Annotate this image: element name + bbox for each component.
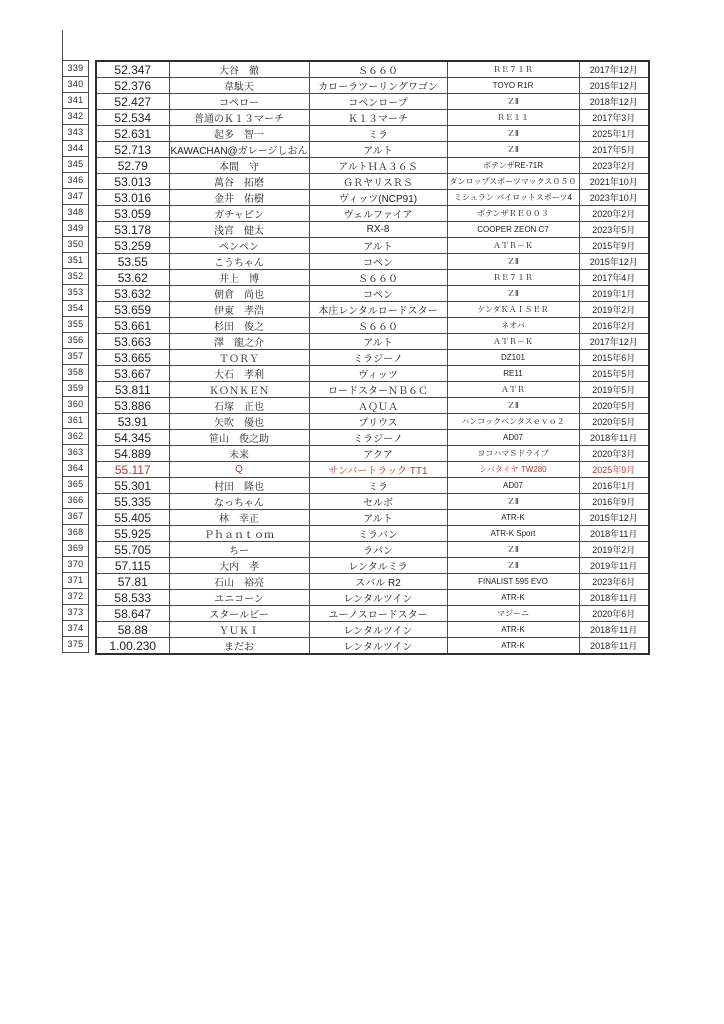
rank-cell: 340 bbox=[62, 77, 89, 93]
table-row bbox=[96, 494, 649, 510]
rank-cell: 367 bbox=[62, 509, 89, 525]
time-cell: 55.335 bbox=[96, 494, 169, 510]
time-cell: 54.345 bbox=[96, 430, 169, 446]
time-cell: 58.533 bbox=[96, 590, 169, 606]
driver-cell: 普通のＫ１３マーチ bbox=[169, 110, 309, 126]
tire-cell: RE11 bbox=[447, 366, 579, 382]
tire-cell: ATR-K bbox=[447, 590, 579, 606]
time-cell: 53.016 bbox=[96, 190, 169, 206]
date-cell: 2017年4月 bbox=[579, 270, 649, 286]
time-cell: 52.376 bbox=[96, 78, 169, 94]
time-cell: 55.925 bbox=[96, 526, 169, 542]
table-row bbox=[96, 142, 649, 158]
date-cell: 2018年11月 bbox=[579, 638, 649, 655]
time-cell: 57.81 bbox=[96, 574, 169, 590]
date-cell: 2015年5月 bbox=[579, 366, 649, 382]
date-cell: 2017年12月 bbox=[579, 334, 649, 350]
driver-cell: 朝倉 尚也 bbox=[169, 286, 309, 302]
table-row bbox=[96, 318, 649, 334]
time-cell: 52.347 bbox=[96, 61, 169, 78]
tire-cell: ＲＥ７１Ｒ bbox=[447, 270, 579, 286]
car-cell: プリウス bbox=[309, 414, 447, 430]
date-cell: 2023年2月 bbox=[579, 158, 649, 174]
driver-cell: スタールビー bbox=[169, 606, 309, 622]
time-cell: 57.115 bbox=[96, 558, 169, 574]
table-row bbox=[96, 350, 649, 366]
driver-cell: まだお bbox=[169, 638, 309, 655]
driver-cell: 起多 智一 bbox=[169, 126, 309, 142]
driver-cell: ペンペン bbox=[169, 238, 309, 254]
rank-column-border-stub bbox=[62, 30, 63, 61]
car-cell: ミラジーノ bbox=[309, 430, 447, 446]
time-cell: 53.667 bbox=[96, 366, 169, 382]
tire-cell: ATR-K bbox=[447, 638, 579, 655]
date-cell: 2018年11月 bbox=[579, 622, 649, 638]
rank-cell: 342 bbox=[62, 109, 89, 125]
driver-cell: ユニコーン bbox=[169, 590, 309, 606]
car-cell: Ｓ６６０ bbox=[309, 270, 447, 286]
driver-cell: 杉田 俊之 bbox=[169, 318, 309, 334]
car-cell: レンタルツイン bbox=[309, 638, 447, 655]
driver-cell: 井上 博 bbox=[169, 270, 309, 286]
date-cell: 2015年12月 bbox=[579, 78, 649, 94]
table-row bbox=[96, 542, 649, 558]
car-cell: ＧＲヤリスＲＳ bbox=[309, 174, 447, 190]
date-cell: 2016年1月 bbox=[579, 478, 649, 494]
rank-cell: 349 bbox=[62, 221, 89, 237]
rank-cell: 365 bbox=[62, 477, 89, 493]
rank-cell: 361 bbox=[62, 413, 89, 429]
driver-cell: 未来 bbox=[169, 446, 309, 462]
driver-cell: ＹＵＫＩ bbox=[169, 622, 309, 638]
car-cell: Ｋ１３マーチ bbox=[309, 110, 447, 126]
driver-cell: 澤 龍之介 bbox=[169, 334, 309, 350]
date-cell: 2020年3月 bbox=[579, 446, 649, 462]
rank-cell: 364 bbox=[62, 461, 89, 477]
date-cell: 2017年12月 bbox=[579, 61, 649, 78]
date-cell: 2023年10月 bbox=[579, 190, 649, 206]
table-row bbox=[96, 61, 649, 78]
table-row bbox=[96, 334, 649, 350]
tire-cell: ポテンザRE-71R bbox=[447, 158, 579, 174]
car-cell: アルト bbox=[309, 510, 447, 526]
tire-cell: マジーニ bbox=[447, 606, 579, 622]
tire-cell: ＺⅡ bbox=[447, 254, 579, 270]
date-cell: 2017年3月 bbox=[579, 110, 649, 126]
date-cell: 2020年6月 bbox=[579, 606, 649, 622]
table-row bbox=[96, 606, 649, 622]
driver-cell: 金井 佑樹 bbox=[169, 190, 309, 206]
tire-cell: ダンロップスポーツマックス０５０ bbox=[447, 174, 579, 190]
date-cell: 2020年5月 bbox=[579, 398, 649, 414]
table-row bbox=[96, 430, 649, 446]
tire-cell: ＺⅡ bbox=[447, 94, 579, 110]
date-cell: 2025年9月 bbox=[579, 462, 649, 478]
rank-cell: 357 bbox=[62, 349, 89, 365]
date-cell: 2018年11月 bbox=[579, 590, 649, 606]
car-cell: ロードスターＮＢ６Ｃ bbox=[309, 382, 447, 398]
rank-cell: 351 bbox=[62, 253, 89, 269]
table-row bbox=[96, 302, 649, 318]
rank-cell: 359 bbox=[62, 381, 89, 397]
rank-cell: 362 bbox=[62, 429, 89, 445]
rank-cell: 343 bbox=[62, 125, 89, 141]
table-row bbox=[96, 110, 649, 126]
time-cell: 53.665 bbox=[96, 350, 169, 366]
table-row bbox=[96, 158, 649, 174]
time-cell: 52.79 bbox=[96, 158, 169, 174]
car-cell: ＡＱＵＡ bbox=[309, 398, 447, 414]
car-cell: アクア bbox=[309, 446, 447, 462]
ranking-table-body bbox=[96, 61, 649, 654]
table-row bbox=[96, 638, 649, 655]
table-row bbox=[96, 254, 649, 270]
date-cell: 2019年1月 bbox=[579, 286, 649, 302]
rank-cell: 358 bbox=[62, 365, 89, 381]
time-cell: 53.013 bbox=[96, 174, 169, 190]
rank-cell: 375 bbox=[62, 637, 89, 653]
table-row bbox=[96, 590, 649, 606]
car-cell: アルト bbox=[309, 142, 447, 158]
rank-cell: 347 bbox=[62, 189, 89, 205]
driver-cell: こうちゃん bbox=[169, 254, 309, 270]
date-cell: 2015年6月 bbox=[579, 350, 649, 366]
car-cell: ヴェルファイア bbox=[309, 206, 447, 222]
tire-cell: TOYO R1R bbox=[447, 78, 579, 94]
car-cell: 本庄レンタルロードスター bbox=[309, 302, 447, 318]
date-cell: 2018年11月 bbox=[579, 526, 649, 542]
date-cell: 2019年11月 bbox=[579, 558, 649, 574]
table-row bbox=[96, 94, 649, 110]
time-cell: 52.427 bbox=[96, 94, 169, 110]
tire-cell: ポテンザＲＥ００３ bbox=[447, 206, 579, 222]
tire-cell: ＡＴＲ－Ｋ bbox=[447, 334, 579, 350]
table-row bbox=[96, 174, 649, 190]
car-cell: ヴィッツ(NCP91) bbox=[309, 190, 447, 206]
driver-cell: 村田 隆也 bbox=[169, 478, 309, 494]
driver-cell: 笹山 俊之助 bbox=[169, 430, 309, 446]
car-cell: サンバートラック TT1 bbox=[309, 462, 447, 478]
driver-cell: KAWACHAN@ガレージしおん bbox=[169, 142, 309, 158]
time-cell: 55.117 bbox=[96, 462, 169, 478]
car-cell: ミラジーノ bbox=[309, 350, 447, 366]
time-cell: 55.405 bbox=[96, 510, 169, 526]
tire-cell: ＺⅡ bbox=[447, 558, 579, 574]
date-cell: 2017年5月 bbox=[579, 142, 649, 158]
car-cell: Ｓ６６０ bbox=[309, 318, 447, 334]
date-cell: 2015年12月 bbox=[579, 254, 649, 270]
date-cell: 2023年5月 bbox=[579, 222, 649, 238]
tire-cell: ATR-K bbox=[447, 510, 579, 526]
car-cell: ヴィッツ bbox=[309, 366, 447, 382]
date-cell: 2020年2月 bbox=[579, 206, 649, 222]
tire-cell: ＺⅡ bbox=[447, 398, 579, 414]
table-row bbox=[96, 382, 649, 398]
rank-cell: 363 bbox=[62, 445, 89, 461]
table-row bbox=[96, 78, 649, 94]
driver-cell: ＴＯＲＹ bbox=[169, 350, 309, 366]
rank-cell: 360 bbox=[62, 397, 89, 413]
tire-cell: ＡＴＲ bbox=[447, 382, 579, 398]
time-cell: 53.259 bbox=[96, 238, 169, 254]
car-cell: コペン bbox=[309, 286, 447, 302]
rank-cell: 369 bbox=[62, 541, 89, 557]
driver-cell: ＫＯＮＫＥＮ bbox=[169, 382, 309, 398]
table-row bbox=[96, 126, 649, 142]
tire-cell: ＺⅡ bbox=[447, 142, 579, 158]
date-cell: 2016年2月 bbox=[579, 318, 649, 334]
car-cell: Ｓ６６０ bbox=[309, 61, 447, 78]
date-cell: 2019年2月 bbox=[579, 302, 649, 318]
table-row bbox=[96, 574, 649, 590]
time-cell: 55.705 bbox=[96, 542, 169, 558]
tire-cell: ATR-K bbox=[447, 622, 579, 638]
driver-cell: 大谷 徹 bbox=[169, 61, 309, 78]
rank-cell: 344 bbox=[62, 141, 89, 157]
driver-cell: 韋駄天 bbox=[169, 78, 309, 94]
rank-cell: 348 bbox=[62, 205, 89, 221]
time-cell: 54.889 bbox=[96, 446, 169, 462]
driver-cell: ガチャピン bbox=[169, 206, 309, 222]
driver-cell: 石塚 正也 bbox=[169, 398, 309, 414]
rank-cell: 371 bbox=[62, 573, 89, 589]
date-cell: 2015年9月 bbox=[579, 238, 649, 254]
car-cell: ミラ bbox=[309, 478, 447, 494]
date-cell: 2025年1月 bbox=[579, 126, 649, 142]
car-cell: カローラツーリングワゴン bbox=[309, 78, 447, 94]
rank-cell: 356 bbox=[62, 333, 89, 349]
table-row bbox=[96, 446, 649, 462]
time-cell: 52.713 bbox=[96, 142, 169, 158]
rank-cell: 372 bbox=[62, 589, 89, 605]
car-cell: ユーノスロードスター bbox=[309, 606, 447, 622]
rank-cell: 355 bbox=[62, 317, 89, 333]
car-cell: レンタルミラ bbox=[309, 558, 447, 574]
tire-cell: AD07 bbox=[447, 478, 579, 494]
rank-cell: 353 bbox=[62, 285, 89, 301]
time-cell: 53.661 bbox=[96, 318, 169, 334]
rank-cell: 354 bbox=[62, 301, 89, 317]
rank-cell: 350 bbox=[62, 237, 89, 253]
table-row bbox=[96, 222, 649, 238]
car-cell: コペン bbox=[309, 254, 447, 270]
date-cell: 2015年12月 bbox=[579, 510, 649, 526]
table-row bbox=[96, 238, 649, 254]
tire-cell: ＺⅡ bbox=[447, 126, 579, 142]
time-cell: 53.178 bbox=[96, 222, 169, 238]
table-row bbox=[96, 558, 649, 574]
date-cell: 2019年2月 bbox=[579, 542, 649, 558]
driver-cell: 石山 裕亮 bbox=[169, 574, 309, 590]
rank-cell: 368 bbox=[62, 525, 89, 541]
car-cell: アルト bbox=[309, 238, 447, 254]
time-cell: 55.301 bbox=[96, 478, 169, 494]
ranking-table bbox=[95, 60, 650, 655]
table-row bbox=[96, 622, 649, 638]
driver-cell: 浅宮 健太 bbox=[169, 222, 309, 238]
time-cell: 53.059 bbox=[96, 206, 169, 222]
time-cell: 53.55 bbox=[96, 254, 169, 270]
driver-cell: 矢吹 優也 bbox=[169, 414, 309, 430]
tire-cell: COOPER ZEON C7 bbox=[447, 222, 579, 238]
tire-cell: ハンコックベンタスｅｖｏ２ bbox=[447, 414, 579, 430]
time-cell: 53.811 bbox=[96, 382, 169, 398]
driver-cell: 伊東 孝浩 bbox=[169, 302, 309, 318]
time-cell: 58.88 bbox=[96, 622, 169, 638]
table-row bbox=[96, 366, 649, 382]
time-cell: 53.632 bbox=[96, 286, 169, 302]
table-row bbox=[96, 478, 649, 494]
rank-cell: 352 bbox=[62, 269, 89, 285]
tire-cell: ATR-K Sport bbox=[447, 526, 579, 542]
rank-cell: 339 bbox=[62, 61, 89, 77]
driver-cell: Ｐｈａｎｔｏｍ bbox=[169, 526, 309, 542]
date-cell: 2018年11月 bbox=[579, 430, 649, 446]
car-cell: セルボ bbox=[309, 494, 447, 510]
driver-cell: 大内 孝 bbox=[169, 558, 309, 574]
driver-cell: 本間 守 bbox=[169, 158, 309, 174]
time-cell: 52.534 bbox=[96, 110, 169, 126]
rank-column bbox=[62, 60, 89, 653]
table-row bbox=[96, 526, 649, 542]
car-cell: RX-8 bbox=[309, 222, 447, 238]
table-row bbox=[96, 398, 649, 414]
table-row bbox=[96, 286, 649, 302]
table-row bbox=[96, 414, 649, 430]
date-cell: 2020年5月 bbox=[579, 414, 649, 430]
table-row bbox=[96, 270, 649, 286]
date-cell: 2019年5月 bbox=[579, 382, 649, 398]
tire-cell: ＺⅡ bbox=[447, 494, 579, 510]
driver-cell: 大石 孝利 bbox=[169, 366, 309, 382]
car-cell: ミラバン bbox=[309, 526, 447, 542]
tire-cell: ＺⅡ bbox=[447, 542, 579, 558]
car-cell: アルト bbox=[309, 334, 447, 350]
car-cell: レンタルツイン bbox=[309, 590, 447, 606]
time-cell: 58.647 bbox=[96, 606, 169, 622]
rank-cell: 366 bbox=[62, 493, 89, 509]
rank-cell: 341 bbox=[62, 93, 89, 109]
time-cell: 53.91 bbox=[96, 414, 169, 430]
tire-cell: ネオバ bbox=[447, 318, 579, 334]
table-row bbox=[96, 510, 649, 526]
time-cell: 53.663 bbox=[96, 334, 169, 350]
tire-cell: ＡＴＲ－Ｋ bbox=[447, 238, 579, 254]
date-cell: 2016年9月 bbox=[579, 494, 649, 510]
rank-cell: 373 bbox=[62, 605, 89, 621]
time-cell: 53.659 bbox=[96, 302, 169, 318]
car-cell: ミラ bbox=[309, 126, 447, 142]
time-cell: 52.631 bbox=[96, 126, 169, 142]
tire-cell: ヨコハマＳドライブ bbox=[447, 446, 579, 462]
tire-cell: ＲＥ７１Ｒ bbox=[447, 61, 579, 78]
tire-cell: AD07 bbox=[447, 430, 579, 446]
car-cell: アルトＨＡ３６Ｓ bbox=[309, 158, 447, 174]
car-cell: レンタルツイン bbox=[309, 622, 447, 638]
time-cell: 53.886 bbox=[96, 398, 169, 414]
date-cell: 2021年10月 bbox=[579, 174, 649, 190]
tire-cell: ミシュラン パイロットスポーツ4 bbox=[447, 190, 579, 206]
time-cell: 1.00.230 bbox=[96, 638, 169, 655]
driver-cell: コペロー bbox=[169, 94, 309, 110]
rank-cell: 345 bbox=[62, 157, 89, 173]
car-cell: ラパン bbox=[309, 542, 447, 558]
rank-cell: 346 bbox=[62, 173, 89, 189]
tire-cell: シバタイヤ TW280 bbox=[447, 462, 579, 478]
driver-cell: ちー bbox=[169, 542, 309, 558]
time-cell: 53.62 bbox=[96, 270, 169, 286]
table-row bbox=[96, 206, 649, 222]
driver-cell: なっちゃん bbox=[169, 494, 309, 510]
table-row bbox=[96, 462, 649, 478]
rank-cell: 370 bbox=[62, 557, 89, 573]
date-cell: 2018年12月 bbox=[579, 94, 649, 110]
tire-cell: ケンダＫＡＩＳＥＲ bbox=[447, 302, 579, 318]
tire-cell: DZ101 bbox=[447, 350, 579, 366]
driver-cell: Q bbox=[169, 462, 309, 478]
driver-cell: 林 幸正 bbox=[169, 510, 309, 526]
date-cell: 2023年6月 bbox=[579, 574, 649, 590]
tire-cell: FINALIST 595 EVO bbox=[447, 574, 579, 590]
tire-cell: ＺⅡ bbox=[447, 286, 579, 302]
table-row bbox=[96, 190, 649, 206]
car-cell: コペンロープ bbox=[309, 94, 447, 110]
driver-cell: 萬谷 拓磨 bbox=[169, 174, 309, 190]
rank-cell: 374 bbox=[62, 621, 89, 637]
tire-cell: ＲＥ１１ bbox=[447, 110, 579, 126]
car-cell: スバル R2 bbox=[309, 574, 447, 590]
